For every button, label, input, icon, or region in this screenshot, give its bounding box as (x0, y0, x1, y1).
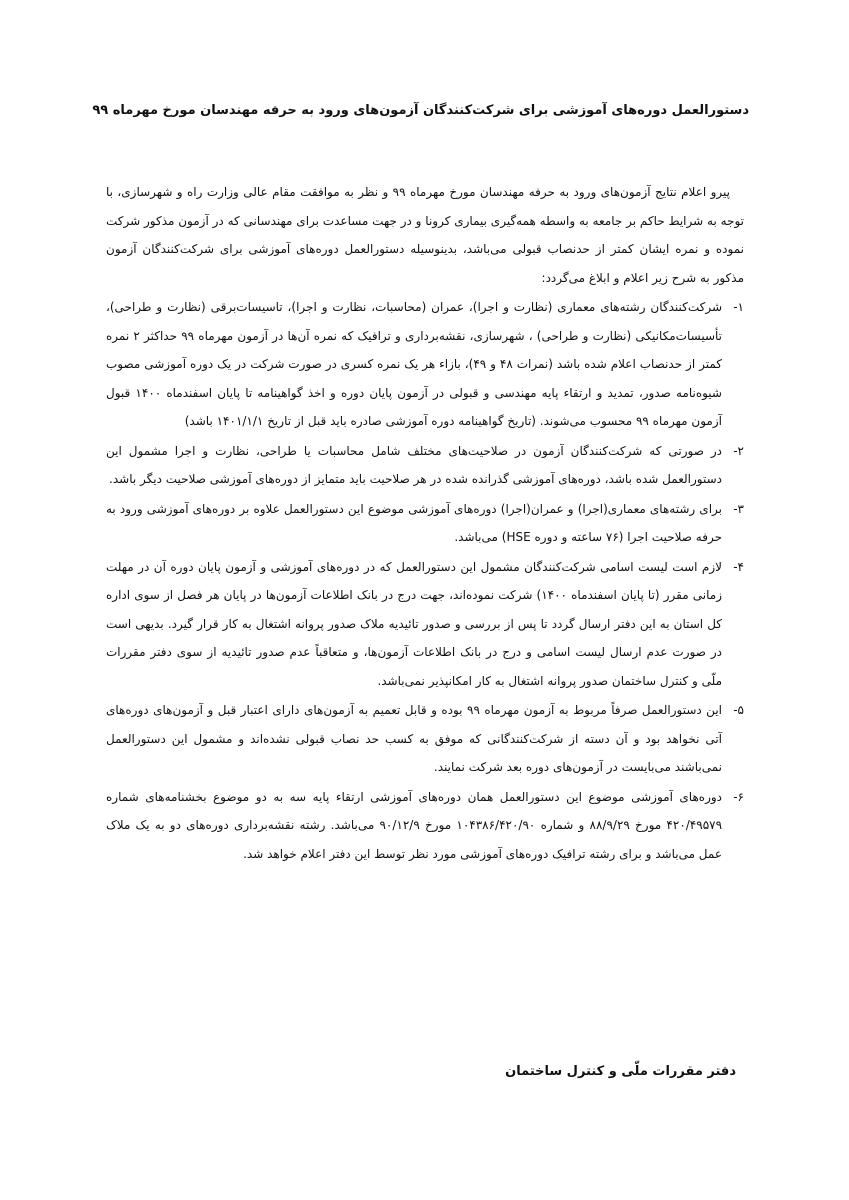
item-text: شرکت‌کنندگان رشته‌های معماری (نظارت و اجرا)، عمران (محاسبات، نظارت و اجرا)، تاسیسات‌برقی (نظارت و طراحی)، تأسیسات‌مکانیکی (نظارت و طراحی) ، شهرسازی، نقشه‌برداری و ترافیک که نمره آن‌ها در آزمون مهرماه ۹۹ حداکثر ۲ نمره کمتر از حدنصاب اعلام شده باشد (نمرات ۴۸ و ۴۹)، بازاء هر یک نمره کسری در صورت شرکت در یک دوره آموزشی مصوب شیوه‌نامه صدور، تمدید و ارتقاء پایه مهندسی و قبولی در آزمون پایان دوره و اخذ گواهینامه تا پایان اسفندماه ۱۴۰۰ قبول آزمون مهرماه ۹۹ محسوب می‌شوند. (تاریخ گواهینامه دوره آموزشی صادره باید قبل از تاریخ ۱۴۰۱/۱/۱ باشد) (106, 300, 722, 428)
document-title: دستورالعمل دوره‌های آموزشی برای شرکت‌کنندگان آزمون‌های ورود به حرفه مهندسان مورخ مهرماه ۹۹ (92, 103, 749, 118)
instruction-list (106, 293, 744, 868)
list-item (106, 437, 744, 494)
item-number: ۲- (733, 443, 744, 458)
list-item (106, 783, 744, 869)
item-text: در صورتی که شرکت‌کنندگان آزمون در صلاحیت‌های مختلف شامل محاسبات یا طراحی، نظارت و اجرا مشمول این دستورالعمل شده باشد، دوره‌های آموزشی گذرانده شده در هر صلاحیت باید متمایز از دوره‌های آموزشی صلاحیت دیگر باشد. (106, 443, 722, 486)
list-item (106, 553, 744, 696)
item-number: ۱- (733, 300, 744, 314)
list-item (106, 293, 744, 436)
item-number: ۴- (733, 559, 744, 574)
item-text: لازم است لیست اسامی شرکت‌کنندگان مشمول این دستورالعمل که در دوره‌های آموزشی و آزمون پایان دوره آن در مهلت زمانی مقرر (تا پایان اسفندماه ۱۴۰۰) شرکت نموده‌اند، جهت درج در بانک اطلاعات آزمون‌ها در پایان هر فصل از سوی اداره کل استان به این دفتر ارسال گردد تا پس از بررسی و صدور تائیدیه ملاک صدور پروانه اشتغال به کار قرار گیرد. بدیهی است در صورت عدم ارسال لیست اسامی و درج در بانک اطلاعات آزمون‌ها، و متعاقباً عدم صدور تائیدیه از سوی دفتر مقررات ملّی و کنترل ساختمان صدور پروانه اشتغال به کار امکانپذیر نمی‌باشد. (106, 559, 722, 688)
item-number: ۵- (733, 703, 744, 717)
item-text: برای رشته‌های معماری(اجرا) و عمران(اجرا) دوره‌های آموزشی موضوع این دستورالعمل علاوه بر دوره‌های آموزشی ورود به حرفه صلاحیت اجرا (۷۶ ساعته و دوره HSE) می‌باشد. (106, 501, 722, 544)
list-item (106, 495, 744, 552)
item-text: دوره‌های آموزشی موضوع این دستورالعمل همان دوره‌های آموزشی ارتقاء پایه سه به دو موضوع بخشنامه‌های شماره ۴۲۰/۴۹۵۷۹ مورخ ۸۸/۹/۲۹ و شماره ۱۰۴۳۸۶/۴۲۰/۹۰ مورخ ۹۰/۱۲/۹ می‌باشد. رشته نقشه‌برداری دوره‌های دو به یک ملاک عمل می‌باشد و برای رشته ترافیک دوره‌های آموزشی مورد نظر توسط این دفتر اعلام خواهد شد. (106, 789, 723, 861)
intro-paragraph: پیرو اعلام نتایج آزمون‌های ورود به حرفه مهندسان مورخ مهرماه ۹۹ و نظر به موافقت مقام عالی وزارت راه و شهرسازی، با توجه به شرایط حاکم بر جامعه به واسطه همه‌گیری بیماری کرونا و در جهت مساعدت برای مهندسانی که در آزمون مذکور شرکت نموده و نمره ایشان کمتر از حدنصاب قبولی می‌باشد، بدینوسیله دستورالعمل دوره‌های آموزشی برای شرکت‌کنندگان آزمون مذکور به شرح زیر اعلام و ابلاغ می‌گردد: (106, 185, 744, 285)
signature-office: دفتر مقررات ملّی و کنترل ساختمان (505, 1064, 736, 1079)
item-number: ۶- (733, 789, 744, 804)
list-item (106, 696, 744, 782)
document-body (106, 178, 744, 869)
item-number: ۳- (733, 501, 744, 516)
item-text: این دستورالعمل صرفاً مربوط به آزمون مهرماه ۹۹ بوده و قابل تعمیم به آزمون‌های دارای اعتبار قبل و آزمون‌های دوره‌های آتی نخواهد بود و آن دسته از شرکت‌کنندگانی که موفق به کسب حد نصاب قبولی نشده‌اند و مشمول این دستورالعمل نمی‌باشند می‌بایست در آزمون‌های دوره بعد شرکت نمایند. (106, 703, 722, 774)
